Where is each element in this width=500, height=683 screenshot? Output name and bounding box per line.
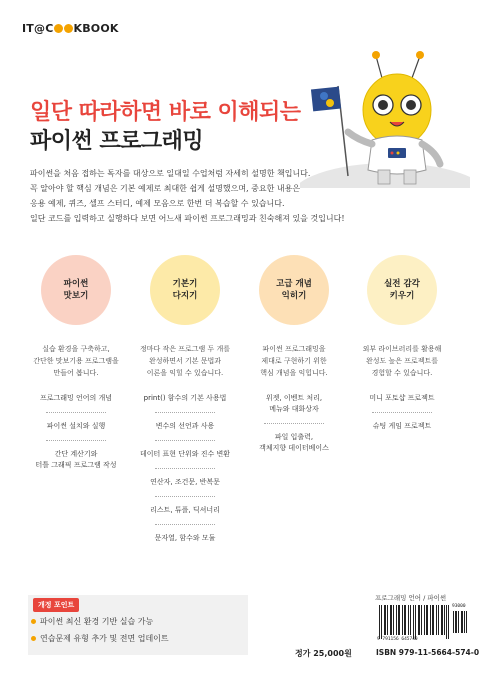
topic-item: 슈팅 게임 프로젝트	[372, 422, 432, 430]
column-advanced	[244, 255, 344, 454]
logo-o-dot	[54, 24, 63, 33]
divider	[155, 412, 215, 413]
intro-line: 일단 코드를 입력하고 실행하다 보면 어느새 파이썬 프로그래밍과 친숙해져 있을 것입니다!	[30, 214, 345, 223]
topic-item: 데이터 표현 단위와 진수 변환	[139, 450, 231, 458]
topic-item: print() 함수의 기본 사용법	[143, 394, 227, 402]
topic-item: 파일 입출력, 객체지향 데이터베이스	[259, 433, 329, 452]
topic-item: 미니 포토샵 프로젝트	[369, 394, 435, 402]
column-basics-preview	[26, 255, 126, 471]
column-practical	[352, 255, 452, 432]
price-label: 정가 25,000원	[295, 649, 352, 658]
topic-item: 리스트, 튜플, 딕셔너리	[150, 506, 220, 514]
divider	[372, 412, 432, 413]
revision-point: 연습문제 유형 추가 및 전면 업데이트	[40, 634, 169, 643]
book-title: 파이썬 프로그래밍	[30, 129, 204, 154]
divider	[155, 440, 215, 441]
category-label: 프로그래밍 언어 / 파이썬	[375, 594, 447, 602]
isbn-label: ISBN 979-11-5664-574-0	[376, 648, 480, 657]
divider	[264, 423, 324, 424]
column-title-circle: 기본기 다지기	[150, 255, 220, 325]
divider	[46, 412, 106, 413]
intro-line: 파이썬을 처음 접하는 독자를 대상으로 일대일 수업처럼 자세히 설명한 책입니다.	[30, 169, 311, 178]
divider	[155, 468, 215, 469]
column-title-circle: 고급 개념 익히기	[259, 255, 329, 325]
intro-line: 응용 예제, 퀴즈, 셀프 스터디, 예제 모음으로 한번 더 복습할 수 있습니다.	[30, 199, 285, 208]
divider	[155, 524, 215, 525]
intro-paragraph	[30, 166, 450, 226]
column-fundamentals	[135, 255, 235, 544]
column-description: 정마다 작은 프로그램 두 개를 완성하면서 기본 문법과 이론을 익힐 수 있습니다.	[139, 345, 231, 377]
barcode-digits: 9 791156 645740	[377, 637, 418, 642]
topic-item: 파이썬 설치와 실행	[46, 422, 106, 430]
divider	[46, 440, 106, 441]
subtitle-heading: 일단 따라하면 바로 이해되는	[30, 100, 301, 125]
topic-item: 변수의 선언과 사용	[155, 422, 215, 430]
topic-item: 간단 계산기와 터틀 그래픽 프로그램 작성	[35, 450, 117, 469]
column-description: 외부 라이브러리를 활용해 완성도 높은 프로젝트를 경험할 수 있습니다.	[362, 345, 442, 377]
topic-item: 위젯, 이벤트 처리, 메뉴와 대화상자	[265, 394, 323, 413]
topic-item: 연산자, 조건문, 반복문	[150, 478, 220, 486]
intro-line: 꼭 알아야 할 핵심 개념은 기본 예제로 최대한 쉽게 설명했으며, 중요한 내용은	[30, 184, 301, 193]
column-title-circle: 실전 감각 키우기	[367, 255, 437, 325]
topic-item: 문자열, 함수와 모듈	[154, 534, 216, 542]
addon-code: 93000	[452, 604, 466, 609]
column-description: 파이썬 프로그래밍을 제대로 구현하기 위한 핵심 개념을 익힙니다.	[260, 345, 328, 377]
logo-o-dot	[64, 24, 73, 33]
divider	[155, 496, 215, 497]
column-description: 실습 환경을 구축하고, 간단한 맛보기용 프로그램을 만들어 봅니다.	[33, 345, 119, 377]
topic-item: 프로그래밍 언어의 개념	[39, 394, 113, 402]
publisher-logo: IT@C KBOOK	[22, 22, 119, 35]
revision-point: 파이썬 최신 환경 기반 실습 가능	[40, 617, 154, 626]
revision-badge: 개정 포인트	[33, 598, 79, 612]
column-title-circle: 파이썬 맛보기	[41, 255, 111, 325]
